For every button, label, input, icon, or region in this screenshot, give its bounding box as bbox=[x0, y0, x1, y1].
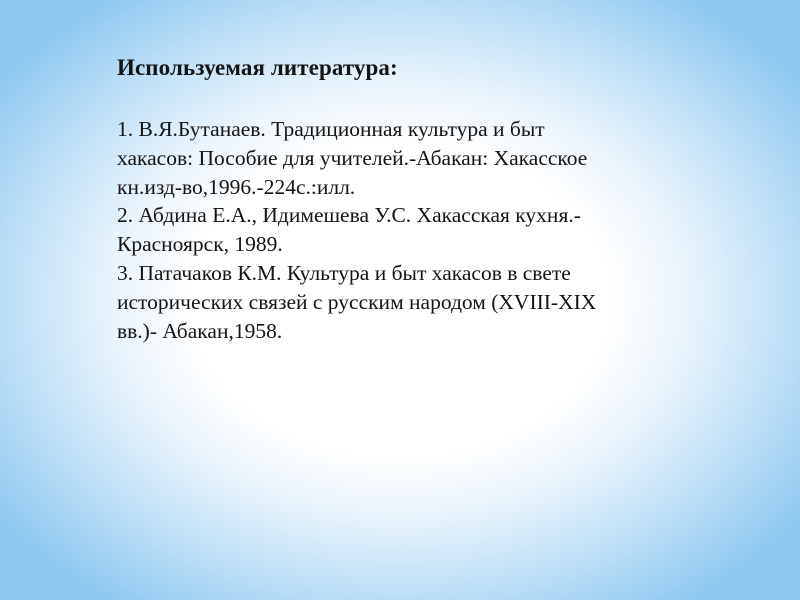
reference-item-2 bbox=[117, 201, 737, 259]
reference-2-line-2: Красноярск, 1989. bbox=[117, 232, 283, 257]
slide-content bbox=[117, 48, 737, 345]
reference-3-line-1: 3. Патачаков К.М. Культура и быт хакасов в свете bbox=[117, 260, 571, 285]
reference-3-line-2: исторических связей с русским народом (XVIII-XIX bbox=[117, 289, 597, 314]
reference-1-line-2: хакасов: Пособие для учителей.-Абакан: Хакасское bbox=[117, 145, 588, 170]
reference-item-3 bbox=[117, 259, 737, 345]
reference-1-line-1: 1. В.Я.Бутанаев. Традиционная культура и быт bbox=[117, 117, 545, 141]
reference-2-line-1: 2. Абдина Е.А., Идимешева У.С. Хакасская кухня.- bbox=[117, 203, 581, 228]
reference-list bbox=[117, 115, 737, 345]
reference-item-1 bbox=[117, 115, 737, 201]
slide-heading: Используемая литература: bbox=[117, 55, 398, 80]
reference-1-line-3: кн.изд-во,1996.-224с.:илл. bbox=[117, 174, 356, 199]
reference-3-line-3: вв.)- Абакан,1958. bbox=[117, 318, 283, 343]
